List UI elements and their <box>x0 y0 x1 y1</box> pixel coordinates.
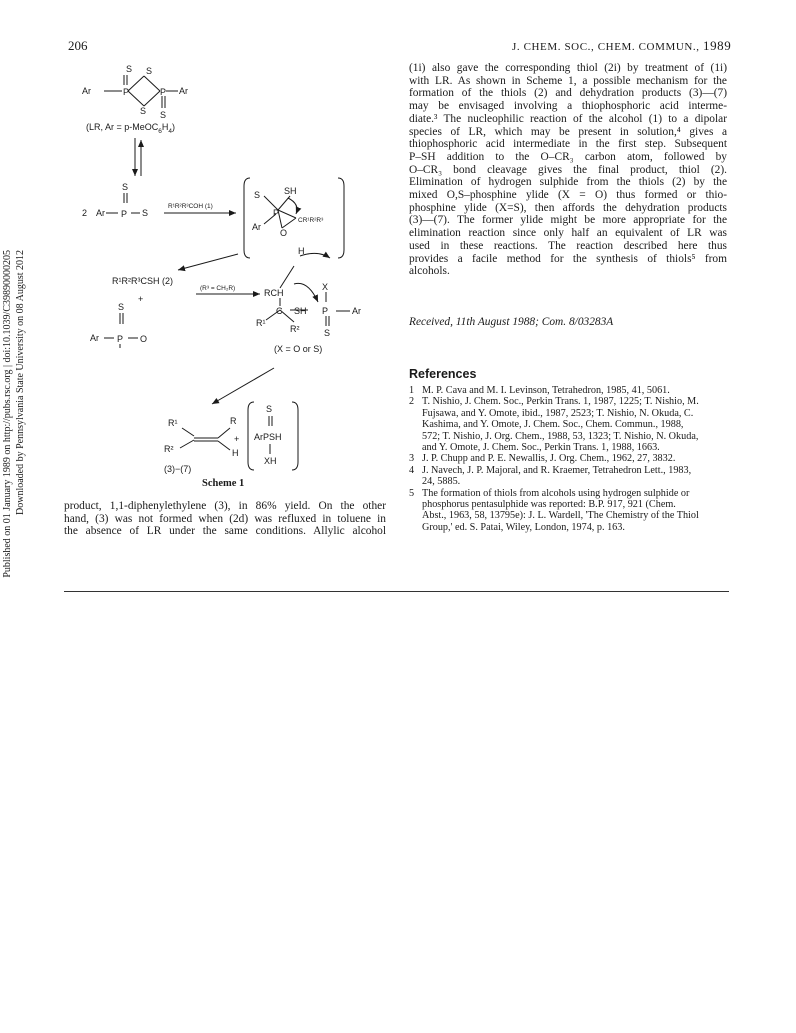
text-line: phosphine ylide (X=S), then affords the dehydration products <box>409 201 727 214</box>
ylide-p-label: P <box>322 306 329 316</box>
int-ar-label: Ar <box>252 222 261 232</box>
reference-line: and Y. Omote, J. Chem. Soc., Perkin Trans. 1, 1988, 1663. <box>422 442 660 454</box>
lr-s-top-label: S <box>126 64 133 74</box>
right-column-text <box>409 62 727 278</box>
reference-line: Abst., 1963, 58, 13795e): J. L. Wardell, 'The Chemistry of the Thiol <box>422 510 699 522</box>
text-line: O–CR₃ bond cleavage gives the final product, thiol (2). <box>409 163 727 176</box>
ylide-r2-label: R² <box>290 324 300 334</box>
ylide-rch-label: RCH <box>264 288 284 298</box>
text-line: provides a facile method for the synthesis of thiols⁵ from <box>409 252 727 265</box>
journal-name: J. CHEM. SOC., CHEM. COMMUN., <box>512 41 700 53</box>
reference-item <box>409 465 729 488</box>
lr-s-ring-bottom-label: S <box>140 106 147 116</box>
reference-line: Kashima, and Y. Omote, J. Chem. Soc., Chem. Commun., 1988, <box>422 419 684 431</box>
reference-item <box>409 385 729 396</box>
reference-item <box>409 396 729 453</box>
reference-line: Fujsawa, and Y. Omote, ibid., 1987, 2523; T. Nishio, N. Okuda, C. <box>422 407 694 419</box>
reference-number: 2 <box>409 396 415 408</box>
dipole-p-label: P <box>121 209 128 219</box>
text-line: used in these reactions. The reaction described here thus <box>409 239 727 252</box>
received-line: Received, 11th August 1988; Com. 8/03283A <box>409 316 614 328</box>
dipole-s-label: S <box>122 182 129 192</box>
text-line: product, 1,1-diphenylethylene (3), in 86% yield. On the other <box>64 500 386 512</box>
provenance-sidebar <box>2 250 26 640</box>
scheme-caption: Scheme 1 <box>202 478 245 489</box>
po-s-label: S <box>118 302 125 312</box>
text-line: with LR. As shown in Scheme 1, a possible mechanism for the <box>409 74 727 87</box>
text-line: (3)—(7). The former ylide might be more appropriate for the <box>409 214 727 227</box>
int-s-label: S <box>254 190 261 200</box>
references-list <box>409 385 729 533</box>
dipole-two-label: 2 <box>82 208 88 218</box>
ylide-ar-label: Ar <box>352 306 361 316</box>
text-line: hand, (3) was not formed when (2d) was refluxed in toluene in <box>64 512 386 525</box>
page-rule <box>64 591 729 592</box>
text-line: formation of the thiols (2) and dehydration products (3)—(7) <box>409 87 727 100</box>
reference-item <box>409 453 729 464</box>
sidebar-published[interactable]: Published on 01 January 1989 on http://pubs.rsc.org | doi:10.1039/C39890000205 <box>2 250 13 578</box>
reference-line: The formation of thiols from alcohols using hydrogen sulphide or <box>422 487 690 499</box>
lr-definition-label: (LR, $Ar = p-MeOC_6H_4$) <box>86 122 176 135</box>
po-p-label: P <box>117 334 124 344</box>
reference-line: Group,' ed. S. Patai, Wiley, London, 1974, p. 163. <box>422 521 625 533</box>
journal-year: 1989 <box>702 38 732 53</box>
ylide-r1-label: R¹ <box>256 318 266 328</box>
po-o-label: O <box>140 334 148 344</box>
ylide-s-label: S <box>324 328 331 338</box>
lr-s-ring-top-label: S <box>146 66 153 76</box>
reference-line: 24, 5885. <box>422 476 461 488</box>
dipole-ar-label: Ar <box>96 208 105 218</box>
products-label: (3)−(7) <box>164 464 192 474</box>
running-head <box>512 38 731 54</box>
text-line: (1i) also gave the corresponding thiol (2i) by treatment of (1i) <box>409 62 727 74</box>
reaction-scheme <box>68 58 388 498</box>
int-sh-label: SH <box>284 186 297 196</box>
text-line: may be envisaged involving a thiophosphoric acid interme- <box>409 100 727 113</box>
byproduct-s-label: S <box>266 404 273 414</box>
ylide-x-note: (X = O or S) <box>274 344 323 354</box>
text-line: P–SH addition to the O–CR₃ carbon atom, followed by <box>409 150 727 163</box>
byproduct-arpsh-label: ArPSH <box>254 432 282 442</box>
sidebar-downloaded: Downloaded by Pennsylvania State University on 08 August 2012 <box>15 250 26 515</box>
reference-number: 4 <box>409 464 415 476</box>
alkene-r-label: R <box>230 416 237 426</box>
lr-p-right-label: P <box>160 87 167 97</box>
po-ar-label: Ar <box>90 333 99 343</box>
ylide-reagent-label: (R³ = CH₂R) <box>200 285 236 292</box>
text-line: mixed O,S–phosphine ylide (X = O) thus formed or thio- <box>409 189 727 202</box>
thiol-label: R¹R²R³CSH (2) <box>112 276 173 286</box>
scheme-drawing <box>68 58 388 478</box>
text-line: elimination reaction since only half an equivalent of LR was <box>409 227 727 240</box>
dipole-s2-label: S <box>142 208 149 218</box>
ylide-x-label: X <box>322 282 329 292</box>
int-cr-label: CR¹R²R³ <box>298 217 324 224</box>
alkene-r1-label: R¹ <box>168 418 178 428</box>
lr-p-left-label: P <box>123 87 130 97</box>
ylide-sh-label: SH <box>294 306 307 316</box>
references-heading: References <box>409 367 477 381</box>
alkene-r2-label: R² <box>164 444 174 454</box>
reference-line: phosphorus pentasulphide was reported: B.P. 917, 921 (Chem. <box>422 499 676 511</box>
text-line: species of LR, which may be present in solution,⁴ gives a <box>409 125 727 138</box>
plus-label-2: + <box>234 434 240 444</box>
reference-item <box>409 488 729 534</box>
reagent-label: R¹R²R³COH (1) <box>168 203 213 210</box>
byproduct-xh-label: XH <box>264 456 277 466</box>
reference-number: 3 <box>409 453 415 465</box>
left-column-text <box>64 500 386 538</box>
alkene-h-label: H <box>232 448 239 458</box>
ylide-c-label: C <box>276 306 283 316</box>
page-number: 206 <box>68 38 88 53</box>
text-line: the absence of LR under the same conditions. Allylic alcohol <box>64 525 386 538</box>
lr-ar-right-label: Ar <box>179 86 188 96</box>
reference-number: 5 <box>409 487 415 499</box>
reference-line: M. P. Cava and M. I. Levinson, Tetrahedron, 1985, 41, 5061. <box>422 385 670 396</box>
text-line: thiophosphoric acid intermediate in the first step. Subsequent <box>409 138 727 151</box>
reference-number: 1 <box>409 385 415 396</box>
int-o-label: O <box>280 228 288 238</box>
reference-line: J. P. Chupp and P. E. Newallis, J. Org. Chem., 1962, 27, 3832. <box>422 453 676 465</box>
text-line: diate.³ The nucleophilic reaction of the alcohol (1) to a dipolar <box>409 112 727 125</box>
text-line: alcohols. <box>409 265 450 278</box>
int-p-label: P <box>273 208 280 218</box>
reference-line: T. Nishio, J. Chem. Soc., Perkin Trans. 1, 1987, 1225; T. Nishio, M. <box>422 396 699 408</box>
lr-s-bottom-label: S <box>160 110 167 120</box>
text-line: Elimination of hydrogen sulphide from the thiols (2) by the <box>409 176 727 189</box>
reference-line: 572; T. Nishio, J. Org. Chem., 1988, 53, 1323; T. Nishio, N. Okuda, <box>422 430 699 442</box>
plus-label-1: + <box>138 294 144 304</box>
lr-ar-left-label: Ar <box>82 86 91 96</box>
ylide-h-label: H <box>298 246 305 256</box>
reference-line: J. Navech, J. P. Majoral, and R. Kraemer, Tetrahedron Lett., 1983, <box>422 464 692 476</box>
